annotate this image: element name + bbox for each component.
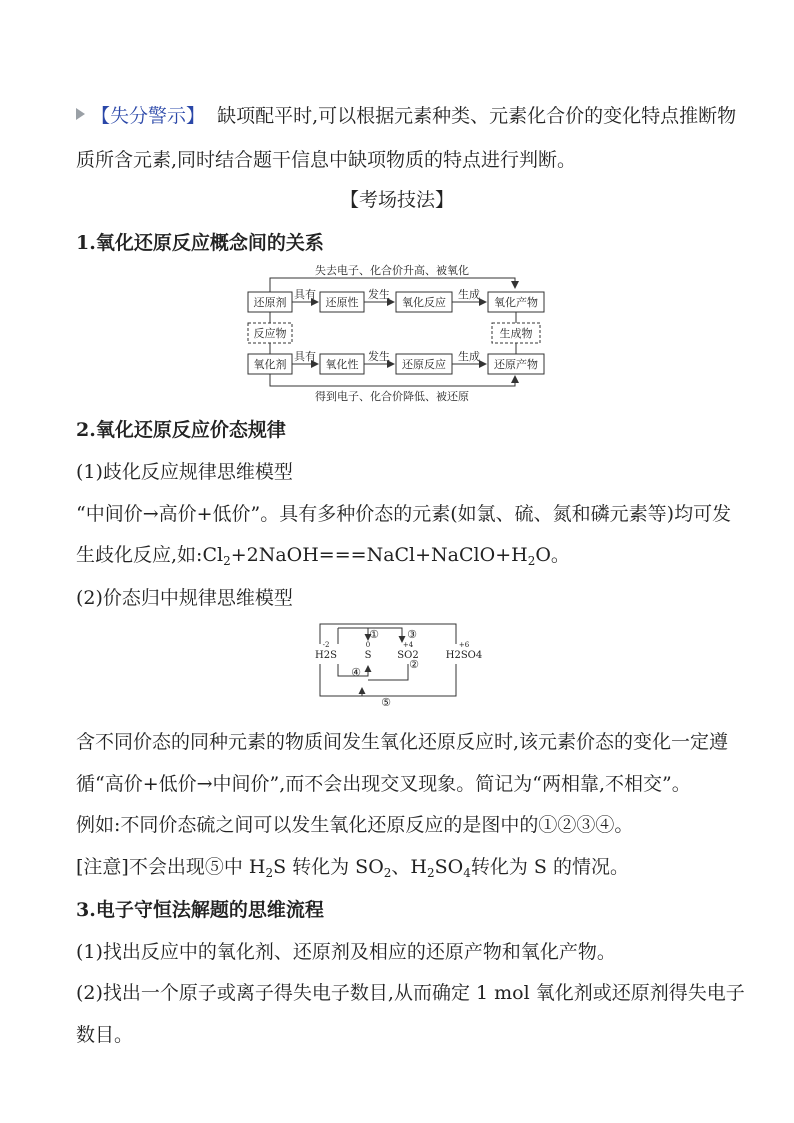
reducibility: 还原性	[325, 296, 359, 309]
top-loop-label: 失去电子、化合价升高、被氧化	[315, 264, 469, 277]
warning-text-1: 缺项配平时,可以根据元素种类、元素化合价的变化特点推断物	[217, 105, 737, 127]
circle-3: ③	[407, 628, 417, 641]
bottom-loop-label: 得到电子、化合价降低、被还原	[315, 390, 469, 403]
h2so4-species: H2SO4	[445, 650, 483, 661]
subheading-2: (2)价态归中规律思维模型	[76, 587, 293, 609]
s-species: S	[364, 650, 372, 661]
reduction-product: 还原产物	[494, 358, 538, 371]
warning-tag: 【失分警示】	[91, 105, 206, 127]
subheading-1: (1)歧化反应规律思维模型	[76, 461, 293, 483]
h2so4-valence: +6	[458, 641, 470, 649]
warning-text-2: 质所含元素,同时结合题干信息中缺项物质的特点进行判断。	[76, 149, 577, 171]
arrow-label-produce-1: 生成	[458, 288, 480, 301]
step1: (1)找出反应中的氧化剂、还原剂及相应的还原产物和氧化产物。	[76, 941, 616, 963]
so2-valence: +4	[402, 641, 414, 649]
heading-1: 1.氧化还原反应概念间的关系	[76, 232, 324, 254]
circle-4: ④	[351, 666, 361, 679]
warning-line-1	[76, 102, 737, 130]
h2s-valence: -2	[322, 641, 330, 649]
para2-line1: 含不同价态的同种元素的物质间发生氧化还原反应时,该元素价态的变化一定遵	[76, 731, 729, 753]
oxidizability: 氧化性	[325, 358, 359, 371]
note-line: [注意]不会出现⑤中 $H_2S$ 转化为 $SO_2$、$H_2SO_4$转化为 S 的情况。	[76, 856, 629, 880]
arrow-label-undergo-1: 发生	[368, 288, 390, 301]
h2s-species: H2S	[315, 650, 337, 661]
arrow-label-undergo-2: 发生	[368, 350, 390, 363]
so2-species: SO2	[397, 650, 419, 661]
step2-line2: 数目。	[76, 1024, 134, 1046]
para1-line1: “中间价→高价+低价”。具有多种价态的元素(如氯、硫、氮和磷元素等)均可发	[76, 503, 732, 525]
heading-3: 3.电子守恒法解题的思维流程	[76, 899, 324, 921]
heading-2: 2.氧化还原反应价态规律	[76, 419, 286, 441]
s-valence: 0	[365, 641, 371, 649]
oxidation-product: 氧化产物	[494, 296, 538, 309]
circle-1: ①	[369, 628, 379, 641]
arrow-label-produce-2: 生成	[458, 350, 480, 363]
comproportionation-diagram	[308, 618, 488, 706]
products-label: 生成物	[499, 327, 533, 340]
oxidation-reaction: 氧化反应	[402, 296, 446, 309]
reactants-label: 反应物	[253, 327, 287, 340]
para1-line2: 生歧化反应,如$:Cl_2+2NaOH===NaCl+NaClO+H_2O$。	[76, 544, 570, 568]
arrow-label-has-1: 具有	[294, 288, 316, 301]
triangle-bullet-icon	[76, 108, 85, 120]
para3: 例如:不同价态硫之间可以发生氧化还原反应的是图中的①②③④。	[76, 814, 634, 836]
reduction-reaction: 还原反应	[402, 358, 446, 371]
circle-2: ②	[409, 658, 419, 671]
redox-concept-diagram	[240, 262, 550, 404]
para2-line2: 循“高价+低价→中间价”,而不会出现交叉现象。简记为“两相靠,不相交”。	[76, 773, 691, 795]
reducing-agent: 还原剂	[253, 296, 287, 309]
oxidizing-agent: 氧化剂	[253, 358, 287, 371]
section-title: 【考场技法】	[339, 189, 454, 211]
step2-line1: (2)找出一个原子或离子得失电子数目,从而确定 1 mol 氧化剂或还原剂得失电子	[76, 982, 745, 1004]
circle-5: ⑤	[381, 696, 391, 706]
arrow-label-has-2: 具有	[294, 350, 316, 363]
